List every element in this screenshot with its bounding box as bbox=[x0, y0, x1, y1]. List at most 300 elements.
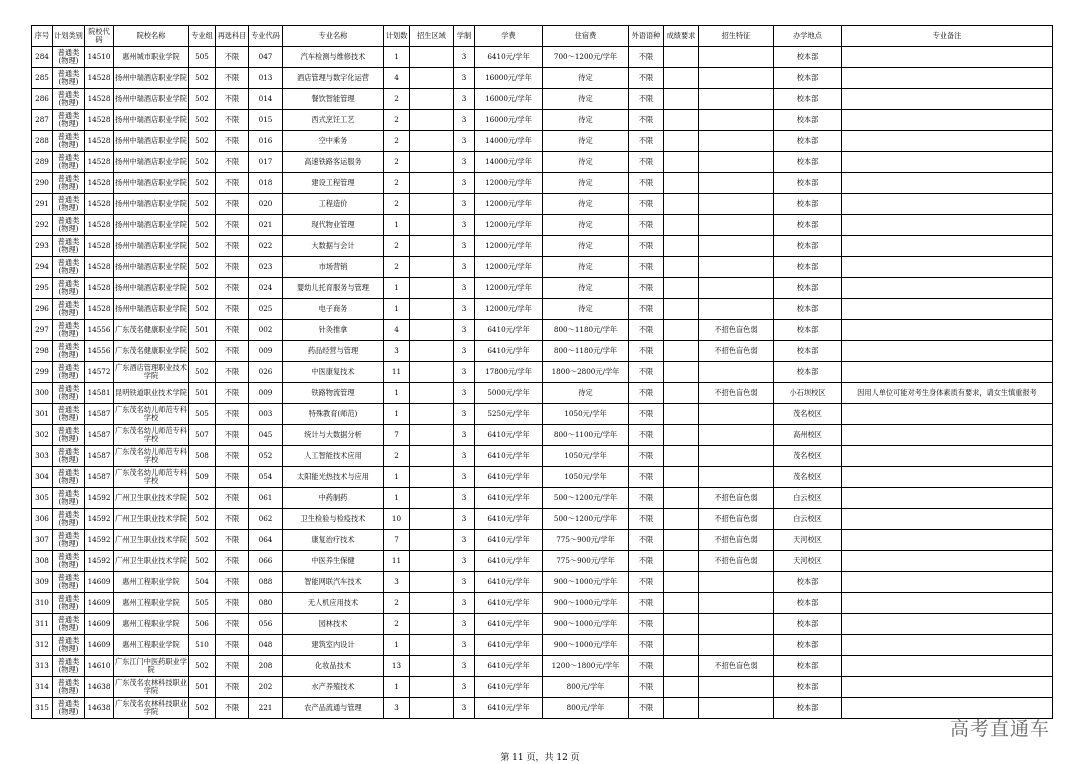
page-number: 第 11 页，共 12 页 bbox=[500, 753, 580, 763]
admission-plan-table bbox=[31, 25, 1053, 719]
table-cell: 农产品流通与管理 bbox=[283, 698, 384, 719]
table-cell bbox=[842, 656, 1053, 677]
table-cell: 3 bbox=[454, 341, 475, 362]
table-cell: 6410元/学年 bbox=[475, 47, 543, 68]
table-cell bbox=[842, 446, 1053, 467]
table-cell: 088 bbox=[249, 572, 283, 593]
table-cell: 3 bbox=[454, 131, 475, 152]
table-cell: 700～1200元/学年 bbox=[543, 47, 629, 68]
table-cell: 普通类(物理) bbox=[53, 425, 85, 446]
table-cell: 高州校区 bbox=[774, 425, 842, 446]
table-cell: 800～1100元/学年 bbox=[543, 425, 629, 446]
table-cell: 不限 bbox=[629, 446, 664, 467]
table-cell bbox=[664, 68, 699, 89]
table-cell: 不限 bbox=[216, 446, 249, 467]
table-cell: 不限 bbox=[216, 677, 249, 698]
table-cell bbox=[699, 404, 774, 425]
table-cell: 中医养生保健 bbox=[283, 551, 384, 572]
table-cell bbox=[842, 110, 1053, 131]
table-cell bbox=[699, 131, 774, 152]
table-cell bbox=[842, 530, 1053, 551]
table-cell: 不限 bbox=[216, 572, 249, 593]
table-cell: 3 bbox=[454, 446, 475, 467]
table-cell: 不招色盲色弱 bbox=[699, 341, 774, 362]
table-cell bbox=[842, 467, 1053, 488]
table-cell: 惠州工程职业学院 bbox=[114, 614, 189, 635]
table-cell: 307 bbox=[32, 530, 53, 551]
table-cell: 不限 bbox=[216, 131, 249, 152]
table-cell: 不招色盲色弱 bbox=[699, 530, 774, 551]
table-cell bbox=[664, 257, 699, 278]
table-cell: 501 bbox=[189, 320, 216, 341]
table-cell: 普通类(物理) bbox=[53, 152, 85, 173]
table-cell: 校本部 bbox=[774, 698, 842, 719]
table-cell: 不限 bbox=[216, 68, 249, 89]
table-cell bbox=[410, 131, 454, 152]
table-cell: 3 bbox=[454, 194, 475, 215]
table-cell: 不限 bbox=[629, 635, 664, 656]
table-cell: 高速铁路客运服务 bbox=[283, 152, 384, 173]
table-cell: 002 bbox=[249, 320, 283, 341]
table-cell: 空中乘务 bbox=[283, 131, 384, 152]
table-cell: 不限 bbox=[216, 530, 249, 551]
table-cell: 505 bbox=[189, 404, 216, 425]
table-cell bbox=[842, 425, 1053, 446]
table-cell: 普通类(物理) bbox=[53, 194, 85, 215]
table-cell: 药品经营与管理 bbox=[283, 341, 384, 362]
table-cell: 待定 bbox=[543, 194, 629, 215]
table-cell: 广东酒店管理职业技术学院 bbox=[114, 362, 189, 383]
table-cell: 普通类(物理) bbox=[53, 614, 85, 635]
table-cell: 园林技术 bbox=[283, 614, 384, 635]
table-row bbox=[32, 656, 1053, 677]
table-cell bbox=[842, 341, 1053, 362]
table-cell: 6410元/学年 bbox=[475, 467, 543, 488]
table-cell: 066 bbox=[249, 551, 283, 572]
table-cell: 康复治疗技术 bbox=[283, 530, 384, 551]
table-cell bbox=[842, 173, 1053, 194]
table-cell: 508 bbox=[189, 446, 216, 467]
table-cell: 普通类(物理) bbox=[53, 68, 85, 89]
table-cell: 2 bbox=[384, 131, 410, 152]
table-cell bbox=[664, 173, 699, 194]
table-cell: 普通类(物理) bbox=[53, 341, 85, 362]
table-row bbox=[32, 110, 1053, 131]
table-cell bbox=[664, 488, 699, 509]
table-cell: 普通类(物理) bbox=[53, 89, 85, 110]
table-cell: 4 bbox=[384, 320, 410, 341]
table-cell bbox=[410, 47, 454, 68]
table-cell: 062 bbox=[249, 509, 283, 530]
column-header: 专业组 bbox=[189, 26, 216, 47]
table-cell: 校本部 bbox=[774, 299, 842, 320]
table-cell: 17800元/学年 bbox=[475, 362, 543, 383]
table-cell bbox=[664, 551, 699, 572]
table-cell bbox=[842, 215, 1053, 236]
table-cell: 009 bbox=[249, 383, 283, 404]
table-cell: 广州卫生职业技术学院 bbox=[114, 551, 189, 572]
table-cell: 1800～2800元/学年 bbox=[543, 362, 629, 383]
table-cell: 不限 bbox=[216, 509, 249, 530]
table-cell: 不限 bbox=[216, 173, 249, 194]
table-cell: 普通类(物理) bbox=[53, 488, 85, 509]
table-cell bbox=[410, 68, 454, 89]
table-cell bbox=[842, 488, 1053, 509]
table-cell: 不限 bbox=[216, 488, 249, 509]
table-cell: 202 bbox=[249, 677, 283, 698]
table-cell: 14528 bbox=[85, 215, 114, 236]
table-cell: 不限 bbox=[629, 614, 664, 635]
table-row bbox=[32, 68, 1053, 89]
table-cell: 6410元/学年 bbox=[475, 614, 543, 635]
table-cell: 288 bbox=[32, 131, 53, 152]
table-cell: 052 bbox=[249, 446, 283, 467]
table-cell: 302 bbox=[32, 425, 53, 446]
table-cell: 普通类(物理) bbox=[53, 446, 85, 467]
table-cell: 023 bbox=[249, 257, 283, 278]
table-cell: 扬州中瑞酒店职业学院 bbox=[114, 152, 189, 173]
table-cell: 普通类(物理) bbox=[53, 530, 85, 551]
table-cell bbox=[410, 194, 454, 215]
table-cell bbox=[410, 530, 454, 551]
table-cell: 不限 bbox=[629, 341, 664, 362]
table-cell bbox=[664, 110, 699, 131]
table-cell: 025 bbox=[249, 299, 283, 320]
table-cell bbox=[842, 362, 1053, 383]
table-row bbox=[32, 215, 1053, 236]
table-cell bbox=[699, 299, 774, 320]
table-cell: 不限 bbox=[629, 215, 664, 236]
table-cell: 502 bbox=[189, 173, 216, 194]
table-cell bbox=[664, 47, 699, 68]
table-cell bbox=[842, 131, 1053, 152]
table-cell: 3 bbox=[454, 488, 475, 509]
table-cell: 待定 bbox=[543, 383, 629, 404]
table-row bbox=[32, 635, 1053, 656]
table-cell: 502 bbox=[189, 362, 216, 383]
table-cell bbox=[410, 215, 454, 236]
table-cell: 14592 bbox=[85, 530, 114, 551]
table-cell: 506 bbox=[189, 614, 216, 635]
table-cell: 3 bbox=[454, 425, 475, 446]
table-cell: 普通类(物理) bbox=[53, 257, 85, 278]
table-cell: 不限 bbox=[629, 257, 664, 278]
table-cell: 3 bbox=[454, 593, 475, 614]
table-cell: 待定 bbox=[543, 131, 629, 152]
table-cell: 1 bbox=[384, 299, 410, 320]
table-cell: 校本部 bbox=[774, 257, 842, 278]
column-header: 招生区域 bbox=[410, 26, 454, 47]
table-cell: 800～1180元/学年 bbox=[543, 341, 629, 362]
table-cell: 茂名校区 bbox=[774, 467, 842, 488]
table-cell: 3 bbox=[454, 173, 475, 194]
table-cell bbox=[664, 614, 699, 635]
table-cell: 茂名校区 bbox=[774, 404, 842, 425]
header-row bbox=[32, 26, 1053, 47]
table-cell: 不限 bbox=[216, 341, 249, 362]
table-cell bbox=[410, 593, 454, 614]
table-cell: 3 bbox=[454, 47, 475, 68]
table-cell bbox=[410, 257, 454, 278]
table-cell: 待定 bbox=[543, 89, 629, 110]
table-cell: 14528 bbox=[85, 152, 114, 173]
table-cell bbox=[410, 488, 454, 509]
table-row bbox=[32, 89, 1053, 110]
table-cell: 305 bbox=[32, 488, 53, 509]
table-row bbox=[32, 362, 1053, 383]
column-header: 专业代码 bbox=[249, 26, 283, 47]
table-cell: 284 bbox=[32, 47, 53, 68]
table-row bbox=[32, 614, 1053, 635]
table-cell: 校本部 bbox=[774, 341, 842, 362]
table-cell: 化妆品技术 bbox=[283, 656, 384, 677]
table-row bbox=[32, 446, 1053, 467]
table-cell bbox=[699, 677, 774, 698]
table-cell bbox=[842, 509, 1053, 530]
column-header: 专业名称 bbox=[283, 26, 384, 47]
table-cell: 不限 bbox=[216, 278, 249, 299]
table-cell: 普通类(物理) bbox=[53, 467, 85, 488]
table-row bbox=[32, 47, 1053, 68]
table-cell: 不限 bbox=[629, 404, 664, 425]
table-cell bbox=[410, 110, 454, 131]
table-cell: 14592 bbox=[85, 509, 114, 530]
table-cell: 800元/学年 bbox=[543, 698, 629, 719]
table-row bbox=[32, 425, 1053, 446]
table-cell bbox=[664, 194, 699, 215]
table-cell: 不限 bbox=[629, 362, 664, 383]
table-cell: 018 bbox=[249, 173, 283, 194]
column-header: 计划类别 bbox=[53, 26, 85, 47]
table-cell: 校本部 bbox=[774, 362, 842, 383]
table-cell bbox=[842, 593, 1053, 614]
table-cell: 14592 bbox=[85, 488, 114, 509]
table-cell: 14000元/学年 bbox=[475, 131, 543, 152]
table-cell: 5250元/学年 bbox=[475, 404, 543, 425]
table-cell bbox=[842, 257, 1053, 278]
table-cell: 铁路物流管理 bbox=[283, 383, 384, 404]
table-cell bbox=[410, 614, 454, 635]
table-cell: 广州卫生职业技术学院 bbox=[114, 488, 189, 509]
table-cell: 普通类(物理) bbox=[53, 698, 85, 719]
table-cell: 扬州中瑞酒店职业学院 bbox=[114, 299, 189, 320]
column-header: 外语语种 bbox=[629, 26, 664, 47]
table-cell: 2 bbox=[384, 257, 410, 278]
table-cell bbox=[699, 110, 774, 131]
table-cell bbox=[664, 89, 699, 110]
table-cell bbox=[664, 677, 699, 698]
table-cell: 不限 bbox=[629, 593, 664, 614]
table-cell: 303 bbox=[32, 446, 53, 467]
table-cell: 14609 bbox=[85, 635, 114, 656]
table-cell: 11 bbox=[384, 551, 410, 572]
table-row bbox=[32, 257, 1053, 278]
table-cell: 310 bbox=[32, 593, 53, 614]
table-cell: 291 bbox=[32, 194, 53, 215]
table-cell: 小石坝校区 bbox=[774, 383, 842, 404]
table-cell: 现代物业管理 bbox=[283, 215, 384, 236]
table-cell: 5000元/学年 bbox=[475, 383, 543, 404]
column-header: 办学地点 bbox=[774, 26, 842, 47]
table-cell: 餐饮智能管理 bbox=[283, 89, 384, 110]
table-cell: 502 bbox=[189, 488, 216, 509]
table-cell: 校本部 bbox=[774, 572, 842, 593]
table-cell bbox=[699, 257, 774, 278]
table-cell bbox=[410, 341, 454, 362]
table-cell: 290 bbox=[32, 173, 53, 194]
table-cell: 14581 bbox=[85, 383, 114, 404]
table-cell: 026 bbox=[249, 362, 283, 383]
table-cell: 不限 bbox=[629, 110, 664, 131]
table-cell: 2 bbox=[384, 89, 410, 110]
table-cell: 不限 bbox=[216, 320, 249, 341]
table-cell: 不限 bbox=[629, 656, 664, 677]
table-cell: 013 bbox=[249, 68, 283, 89]
table-cell: 298 bbox=[32, 341, 53, 362]
table-cell bbox=[664, 236, 699, 257]
table-cell: 不限 bbox=[216, 467, 249, 488]
table-cell: 13 bbox=[384, 656, 410, 677]
table-cell: 14609 bbox=[85, 572, 114, 593]
table-cell: 6410元/学年 bbox=[475, 425, 543, 446]
table-cell: 不限 bbox=[629, 425, 664, 446]
table-cell: 502 bbox=[189, 530, 216, 551]
table-cell: 502 bbox=[189, 215, 216, 236]
table-cell: 校本部 bbox=[774, 47, 842, 68]
table-cell: 不限 bbox=[216, 656, 249, 677]
table-cell: 不限 bbox=[629, 488, 664, 509]
table-cell: 502 bbox=[189, 278, 216, 299]
table-cell: 太阳能光热技术与应用 bbox=[283, 467, 384, 488]
table-cell: 工程造价 bbox=[283, 194, 384, 215]
table-cell bbox=[410, 656, 454, 677]
table-cell: 校本部 bbox=[774, 173, 842, 194]
table-cell: 不限 bbox=[629, 551, 664, 572]
table-cell: 中医康复技术 bbox=[283, 362, 384, 383]
table-cell: 3 bbox=[454, 383, 475, 404]
table-cell: 普通类(物理) bbox=[53, 110, 85, 131]
table-cell bbox=[664, 404, 699, 425]
table-cell: 14528 bbox=[85, 89, 114, 110]
table-cell: 3 bbox=[454, 362, 475, 383]
table-cell: 14000元/学年 bbox=[475, 152, 543, 173]
table-cell: 待定 bbox=[543, 110, 629, 131]
table-cell: 14528 bbox=[85, 110, 114, 131]
table-cell: 校本部 bbox=[774, 215, 842, 236]
table-cell: 16000元/学年 bbox=[475, 89, 543, 110]
table-row bbox=[32, 593, 1053, 614]
table-cell: 3 bbox=[454, 299, 475, 320]
table-cell: 296 bbox=[32, 299, 53, 320]
table-row bbox=[32, 698, 1053, 719]
table-cell: 白云校区 bbox=[774, 488, 842, 509]
table-cell: 505 bbox=[189, 593, 216, 614]
table-cell: 天河校区 bbox=[774, 530, 842, 551]
table-cell: 009 bbox=[249, 341, 283, 362]
table-cell: 不限 bbox=[216, 635, 249, 656]
table-cell: 502 bbox=[189, 257, 216, 278]
table-cell bbox=[664, 572, 699, 593]
table-cell: 308 bbox=[32, 551, 53, 572]
table-cell: 10 bbox=[384, 509, 410, 530]
table-cell: 775～900元/学年 bbox=[543, 530, 629, 551]
table-cell: 昆明铁道职业技术学院 bbox=[114, 383, 189, 404]
table-cell: 广州卫生职业技术学院 bbox=[114, 530, 189, 551]
table-cell: 7 bbox=[384, 425, 410, 446]
table-row bbox=[32, 572, 1053, 593]
table-cell: 3 bbox=[454, 656, 475, 677]
table-row bbox=[32, 509, 1053, 530]
table-cell: 不招色盲色弱 bbox=[699, 551, 774, 572]
column-header: 专业备注 bbox=[842, 26, 1053, 47]
table-cell: 800元/学年 bbox=[543, 677, 629, 698]
table-cell bbox=[664, 425, 699, 446]
table-cell: 不招色盲色弱 bbox=[699, 320, 774, 341]
table-cell: 校本部 bbox=[774, 614, 842, 635]
table-row bbox=[32, 278, 1053, 299]
table-cell bbox=[842, 614, 1053, 635]
table-cell: 6410元/学年 bbox=[475, 341, 543, 362]
table-cell: 校本部 bbox=[774, 677, 842, 698]
table-cell: 2 bbox=[384, 194, 410, 215]
table-cell: 294 bbox=[32, 257, 53, 278]
table-cell: 3 bbox=[454, 551, 475, 572]
table-cell bbox=[410, 173, 454, 194]
table-cell: 14528 bbox=[85, 257, 114, 278]
table-cell: 待定 bbox=[543, 68, 629, 89]
table-cell bbox=[410, 278, 454, 299]
table-cell: 6410元/学年 bbox=[475, 551, 543, 572]
table-cell bbox=[699, 614, 774, 635]
column-header: 序号 bbox=[32, 26, 53, 47]
table-cell: 14556 bbox=[85, 341, 114, 362]
table-cell: 3 bbox=[454, 152, 475, 173]
table-cell: 普通类(物理) bbox=[53, 278, 85, 299]
table-cell: 待定 bbox=[543, 152, 629, 173]
table-cell: 广州卫生职业技术学院 bbox=[114, 509, 189, 530]
table-cell: 不限 bbox=[629, 131, 664, 152]
table-cell bbox=[842, 635, 1053, 656]
table-cell: 不限 bbox=[629, 320, 664, 341]
table-cell: 不限 bbox=[216, 236, 249, 257]
table-cell: 12000元/学年 bbox=[475, 173, 543, 194]
table-cell: 4 bbox=[384, 68, 410, 89]
table-row bbox=[32, 299, 1053, 320]
table-cell: 2 bbox=[384, 614, 410, 635]
table-cell: 扬州中瑞酒店职业学院 bbox=[114, 68, 189, 89]
table-cell: 286 bbox=[32, 89, 53, 110]
table-cell: 待定 bbox=[543, 215, 629, 236]
table-cell: 16000元/学年 bbox=[475, 110, 543, 131]
table-cell: 502 bbox=[189, 110, 216, 131]
table-cell: 待定 bbox=[543, 278, 629, 299]
table-cell: 314 bbox=[32, 677, 53, 698]
table-cell bbox=[664, 530, 699, 551]
table-cell: 普通类(物理) bbox=[53, 404, 85, 425]
table-cell: 不限 bbox=[629, 299, 664, 320]
table-cell: 茂名校区 bbox=[774, 446, 842, 467]
table-cell: 惠州工程职业学院 bbox=[114, 593, 189, 614]
table-cell: 502 bbox=[189, 194, 216, 215]
column-header: 再选科目 bbox=[216, 26, 249, 47]
table-cell: 306 bbox=[32, 509, 53, 530]
table-cell: 14610 bbox=[85, 656, 114, 677]
table-cell: 校本部 bbox=[774, 320, 842, 341]
table-cell: 024 bbox=[249, 278, 283, 299]
table-cell: 广东茂名农林科技职业学院 bbox=[114, 677, 189, 698]
table-cell bbox=[699, 698, 774, 719]
table-cell: 800～1180元/学年 bbox=[543, 320, 629, 341]
